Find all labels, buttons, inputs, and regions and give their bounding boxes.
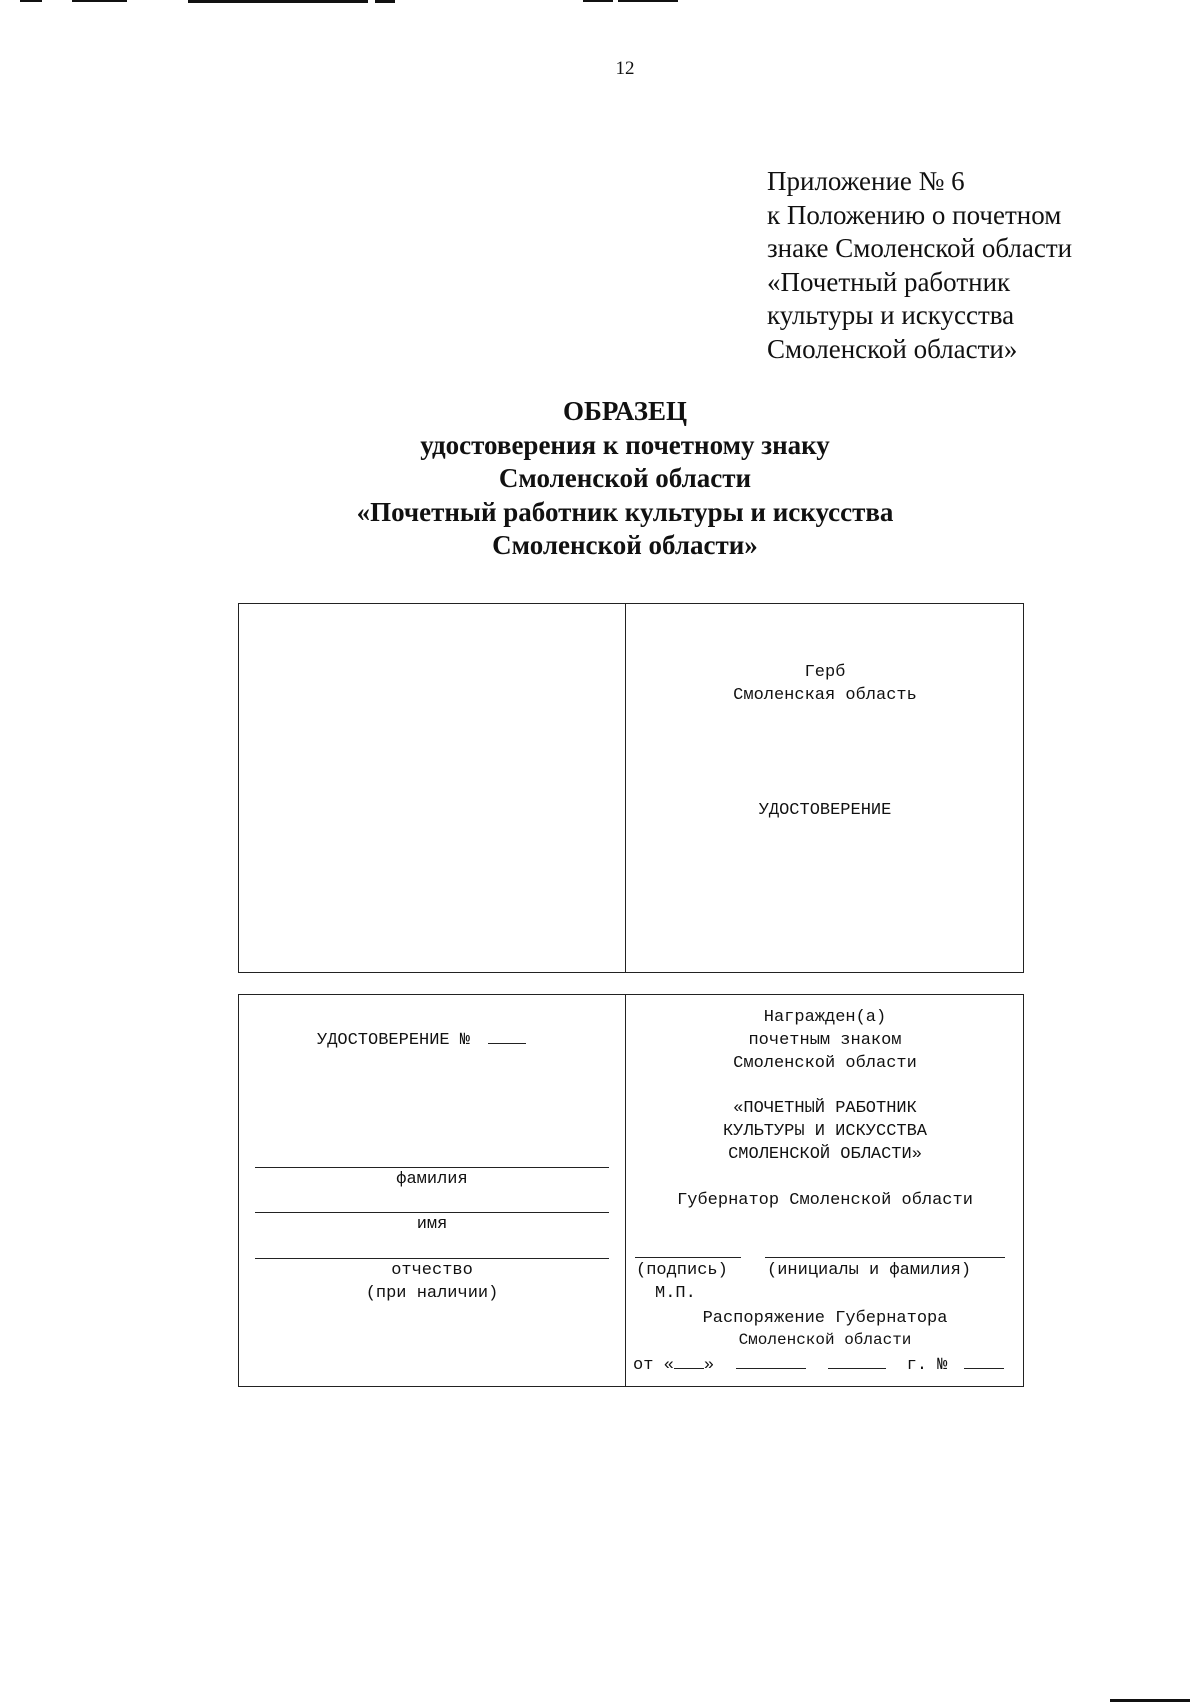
- scan-mark: [72, 0, 127, 2]
- badge-line: почетным знаком: [748, 1031, 902, 1050]
- scan-mark: [188, 0, 368, 3]
- month-blank: [736, 1354, 806, 1369]
- title-line: Смоленской области: [498, 463, 752, 493]
- surname-line: [255, 1167, 609, 1168]
- appendix-heading: [767, 165, 1072, 366]
- cover-title: УДОСТОВЕРЕНИЕ: [758, 801, 892, 820]
- badge-name-line: КУЛЬТУРЫ И ИСКУССТВА: [722, 1122, 928, 1141]
- signature-caption: (подпись): [636, 1261, 728, 1280]
- badge-name-line: СМОЛЕНСКОЙ ОБЛАСТИ»: [728, 1145, 922, 1164]
- order-date-field: [633, 1354, 1004, 1375]
- appendix-line: к Положению о почетном: [767, 199, 1062, 230]
- certificate-cover: [238, 603, 1024, 973]
- scan-mark: [20, 0, 42, 2]
- order-number-blank: [964, 1354, 1004, 1369]
- name-caption: имя: [416, 1215, 448, 1234]
- cover-fold-line: [625, 604, 626, 972]
- appendix-line: знаке Смоленской области: [767, 233, 1073, 263]
- certificate-number-field: [317, 1029, 526, 1050]
- certificate-number-blank: [488, 1029, 526, 1044]
- title-line: ОБРАЗЕЦ: [563, 396, 687, 426]
- initials-caption: (инициалы и фамилия): [767, 1261, 972, 1280]
- scan-mark: [583, 0, 613, 2]
- scan-mark: [375, 0, 395, 3]
- patronymic-note: (при наличии): [365, 1284, 499, 1303]
- awarded-label: Награжден(а): [763, 1008, 887, 1027]
- document-title: [0, 395, 1200, 563]
- title-line: «Почетный работник культуры и искусства: [356, 496, 894, 527]
- order-line: Смоленской области: [738, 1331, 912, 1349]
- initials-line: [765, 1257, 1005, 1258]
- signature-line: [635, 1257, 741, 1258]
- region-line: Смоленской области: [733, 1054, 917, 1073]
- day-blank: [674, 1354, 704, 1369]
- inner-fold-line: [625, 995, 626, 1386]
- region-label: Смоленская область: [733, 686, 917, 705]
- order-line: Распоряжение Губернатора: [702, 1309, 948, 1328]
- title-line: удостоверения к почетному знаку: [420, 429, 830, 460]
- appendix-line: Смоленской области»: [767, 333, 1018, 364]
- patronymic-line: [255, 1258, 609, 1259]
- appendix-line: культуры и искусства: [767, 300, 1015, 330]
- certificate-number-label: УДОСТОВЕРЕНИЕ №: [317, 1031, 471, 1050]
- appendix-line: «Почетный работник: [767, 266, 1011, 297]
- year-number-label: г. №: [906, 1356, 948, 1375]
- scan-mark: [1110, 1699, 1190, 1702]
- seal-mark: М.П.: [655, 1284, 696, 1303]
- scan-mark: [618, 0, 678, 2]
- patronymic-caption: отчество: [391, 1261, 473, 1280]
- surname-caption: фамилия: [396, 1170, 468, 1189]
- year-blank: [828, 1354, 886, 1369]
- name-line: [255, 1212, 609, 1213]
- certificate-inner: [238, 994, 1024, 1387]
- date-from-label: от «: [633, 1356, 674, 1375]
- title-line: Смоленской области»: [492, 530, 758, 560]
- badge-name-line: «ПОЧЕТНЫЙ РАБОТНИК: [733, 1099, 917, 1118]
- coat-of-arms-label: Герб: [804, 663, 846, 682]
- page-number: 12: [615, 58, 635, 79]
- date-close-quote: »: [703, 1356, 715, 1375]
- governor-label: Губернатор Смоленской области: [677, 1191, 973, 1210]
- appendix-line: Приложение № 6: [767, 166, 965, 196]
